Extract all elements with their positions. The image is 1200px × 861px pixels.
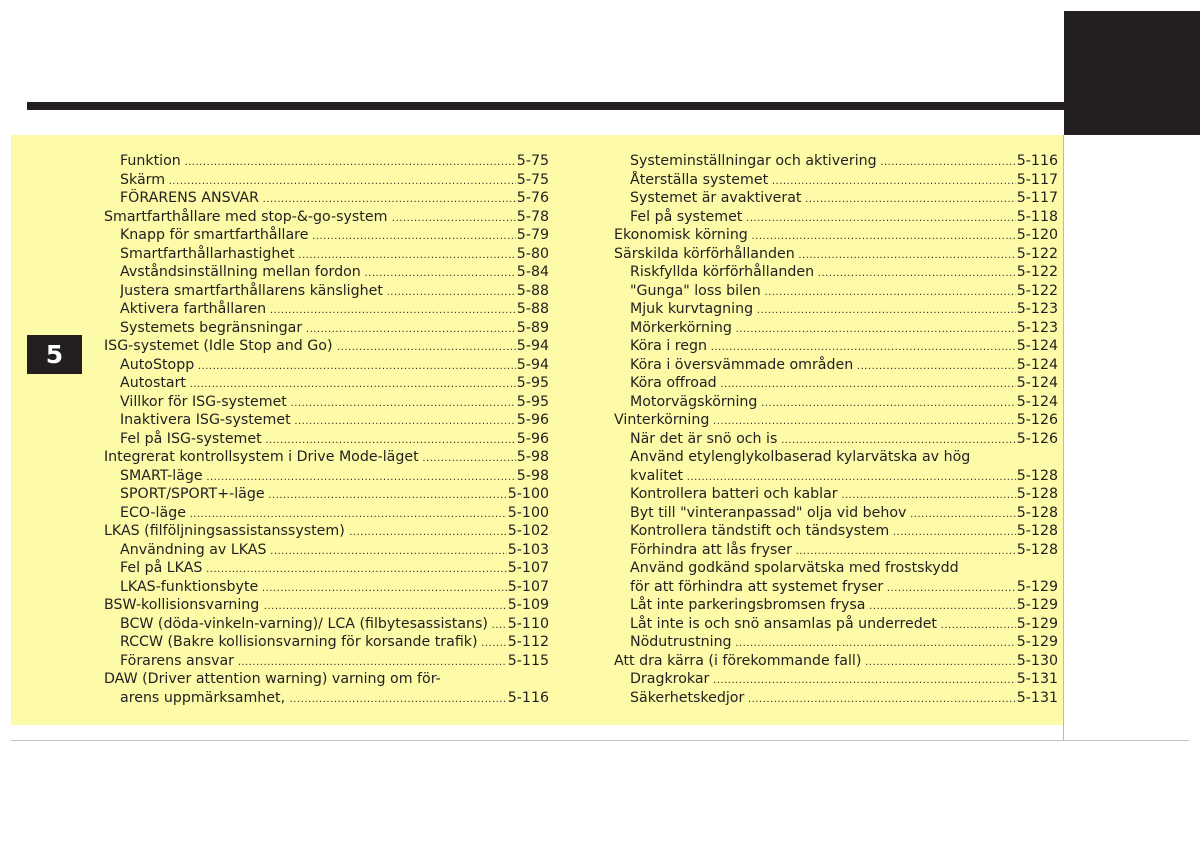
index-entry bbox=[120, 559, 549, 578]
index-entry bbox=[630, 300, 1058, 319]
index-entry bbox=[104, 448, 549, 467]
entry-page-number: 5-100 bbox=[507, 504, 549, 521]
index-entry bbox=[120, 245, 549, 264]
index-entry bbox=[120, 263, 549, 282]
entry-title: kvalitet ..... bbox=[630, 467, 1058, 488]
index-entry bbox=[630, 689, 1058, 708]
entry-title: Vinterkörning ..... bbox=[614, 411, 1058, 432]
index-entry bbox=[104, 208, 549, 227]
entry-title: Aktivera farthållaren ..... bbox=[120, 300, 549, 321]
entry-page-number: 5-96 bbox=[516, 412, 549, 428]
index-entry bbox=[630, 152, 1058, 171]
index-entry bbox=[630, 633, 1058, 652]
entry-title: BSW-kollisionsvarning ..... bbox=[104, 596, 549, 617]
entry-title: Systemet är avaktiverat ..... bbox=[630, 189, 1058, 210]
entry-title: Att dra kärra (i förekommande fall) ..... bbox=[614, 652, 1058, 673]
index-entry bbox=[120, 411, 549, 430]
entry-title: Systemets begränsningar ..... bbox=[120, 319, 549, 340]
entry-page-number: 5-75 bbox=[516, 171, 549, 188]
entry-title: LKAS-funktionsbyte ..... bbox=[120, 578, 549, 599]
entry-page-number: 5-128 bbox=[1016, 467, 1058, 484]
entry-page-number: 5-78 bbox=[516, 208, 549, 225]
entry-title: Ekonomisk körning ..... bbox=[614, 226, 1058, 247]
entry-page-number: 5-84 bbox=[516, 264, 549, 280]
entry-title: Villkor för ISG-systemet ..... bbox=[120, 393, 549, 414]
index-entry bbox=[120, 689, 549, 708]
entry-page-number: 5-76 bbox=[516, 190, 549, 206]
index-entry bbox=[630, 541, 1058, 560]
entry-page-number: 5-129 bbox=[1016, 597, 1058, 613]
entry-title: Systeminställningar och aktivering ..... bbox=[630, 152, 1058, 173]
entry-title: Kontrollera tändstift och tändsystem ..... bbox=[630, 522, 1058, 543]
index-entry bbox=[630, 448, 1058, 467]
index-entry bbox=[630, 596, 1058, 615]
index-column-right bbox=[614, 152, 1058, 707]
entry-title: Förarens ansvar ..... bbox=[120, 652, 549, 673]
index-entry bbox=[120, 282, 549, 301]
entry-title: Justera smartfarthållarens känslighet ..... bbox=[120, 282, 549, 303]
entry-page-number: 5-116 bbox=[1016, 153, 1058, 169]
entry-title: Inaktivera ISG-systemet ..... bbox=[120, 411, 549, 432]
entry-page-number: 5-96 bbox=[516, 430, 549, 447]
entry-page-number: 5-128 bbox=[1016, 523, 1058, 539]
index-entry bbox=[630, 670, 1058, 689]
entry-title: SMART-läge ..... bbox=[120, 467, 549, 488]
entry-title: Smartfarthållarhastighet ..... bbox=[120, 245, 549, 266]
entry-page-number: 5-103 bbox=[507, 541, 549, 558]
entry-title: Knapp för smartfarthållare ..... bbox=[120, 226, 549, 247]
entry-title: Riskfyllda körförhållanden ..... bbox=[630, 263, 1058, 284]
entry-page-number: 5-80 bbox=[516, 245, 549, 262]
entry-page-number: 5-98 bbox=[516, 467, 549, 484]
entry-title: Användning av LKAS ..... bbox=[120, 541, 549, 562]
entry-page-number: 5-115 bbox=[507, 652, 549, 669]
index-entry bbox=[614, 411, 1058, 430]
entry-title: arens uppmärksamhet, ..... bbox=[120, 689, 549, 710]
entry-page-number: 5-102 bbox=[507, 523, 549, 539]
index-entry bbox=[104, 337, 549, 356]
index-entry bbox=[104, 522, 549, 541]
entry-page-number: 5-110 bbox=[507, 615, 549, 632]
entry-title: SPORT/SPORT+-läge ..... bbox=[120, 485, 549, 506]
header-rule bbox=[27, 102, 1064, 110]
entry-title: Autostart ..... bbox=[120, 374, 549, 395]
entry-title: Låt inte is och snö ansamlas på underredet ..... bbox=[630, 615, 1058, 636]
index-entry bbox=[614, 245, 1058, 264]
entry-page-number: 5-131 bbox=[1016, 689, 1058, 706]
entry-page-number: 5-107 bbox=[507, 560, 549, 576]
index-entry bbox=[120, 541, 549, 560]
entry-page-number: 5-109 bbox=[507, 597, 549, 613]
entry-page-number: 5-112 bbox=[507, 634, 549, 650]
entry-page-number: 5-117 bbox=[1016, 171, 1058, 188]
index-entry bbox=[120, 393, 549, 412]
entry-page-number: 5-124 bbox=[1016, 356, 1058, 373]
entry-title: Mjuk kurvtagning ..... bbox=[630, 300, 1058, 321]
index-entry bbox=[630, 559, 1058, 578]
index-entry bbox=[630, 578, 1058, 597]
entry-title: Kontrollera batteri och kablar ..... bbox=[630, 485, 1058, 506]
entry-title: Smartfarthållare med stop-&-go-system ..... bbox=[104, 208, 549, 229]
entry-page-number: 5-120 bbox=[1016, 227, 1058, 243]
entry-title: Fel på ISG-systemet ..... bbox=[120, 430, 549, 451]
entry-title: FÖRARENS ANSVAR ..... bbox=[120, 189, 549, 210]
entry-page-number: 5-124 bbox=[1016, 338, 1058, 354]
entry-title: Funktion ..... bbox=[120, 152, 549, 173]
entry-page-number: 5-122 bbox=[1016, 245, 1058, 262]
entry-page-number: 5-98 bbox=[516, 449, 549, 465]
entry-title: Återställa systemet ..... bbox=[630, 171, 1058, 192]
entry-page-number: 5-75 bbox=[516, 153, 549, 169]
index-entry bbox=[630, 263, 1058, 282]
entry-page-number: 5-130 bbox=[1016, 652, 1058, 669]
index-entry bbox=[614, 226, 1058, 245]
index-entry bbox=[630, 522, 1058, 541]
index-entry bbox=[120, 300, 549, 319]
entry-page-number: 5-122 bbox=[1016, 264, 1058, 280]
index-entry bbox=[630, 319, 1058, 338]
entry-page-number: 5-95 bbox=[516, 375, 549, 391]
index-entry bbox=[630, 171, 1058, 190]
entry-title: ECO-läge ..... bbox=[120, 504, 549, 525]
index-entry bbox=[630, 504, 1058, 523]
index-entry bbox=[120, 633, 549, 652]
entry-title: Säkerhetskedjor ..... bbox=[630, 689, 1058, 710]
index-entry bbox=[120, 504, 549, 523]
entry-page-number: 5-107 bbox=[507, 578, 549, 595]
entry-title: Köra offroad ..... bbox=[630, 374, 1058, 395]
entry-page-number: 5-126 bbox=[1016, 430, 1058, 447]
entry-page-number: 5-88 bbox=[516, 282, 549, 299]
entry-page-number: 5-129 bbox=[1016, 634, 1058, 650]
entry-title: Skärm ..... bbox=[120, 171, 549, 192]
entry-page-number: 5-131 bbox=[1016, 671, 1058, 687]
corner-block bbox=[1064, 11, 1200, 135]
index-entry bbox=[120, 615, 549, 634]
index-entry bbox=[630, 393, 1058, 412]
index-entry bbox=[120, 485, 549, 504]
entry-page-number: 5-128 bbox=[1016, 486, 1058, 502]
entry-page-number: 5-95 bbox=[516, 393, 549, 410]
entry-page-number: 5-128 bbox=[1016, 504, 1058, 521]
index-entry bbox=[630, 189, 1058, 208]
entry-page-number: 5-117 bbox=[1016, 190, 1058, 206]
entry-title: Nödutrustning ..... bbox=[630, 633, 1058, 654]
index-entry bbox=[630, 282, 1058, 301]
entry-title: Byt till "vinteranpassad" olja vid behov ..... bbox=[630, 504, 1058, 525]
index-entry bbox=[614, 652, 1058, 671]
index-entry bbox=[630, 356, 1058, 375]
entry-page-number: 5-129 bbox=[1016, 578, 1058, 595]
entry-page-number: 5-126 bbox=[1016, 412, 1058, 428]
entry-title: BCW (döda-vinkeln-varning)/ LCA (filbytesassistans) ..... bbox=[120, 615, 549, 636]
entry-title: Integrerat kontrollsystem i Drive Mode-läget ..... bbox=[104, 448, 549, 469]
entry-page-number: 5-89 bbox=[516, 319, 549, 336]
entry-title: Köra i regn ..... bbox=[630, 337, 1058, 358]
index-entry bbox=[104, 596, 549, 615]
index-entry bbox=[120, 319, 549, 338]
entry-title: När det är snö och is ..... bbox=[630, 430, 1058, 451]
entry-title: för att förhindra att systemet fryser ..... bbox=[630, 578, 1058, 599]
entry-page-number: 5-88 bbox=[516, 301, 549, 317]
entry-page-number: 5-94 bbox=[516, 356, 549, 373]
index-entry bbox=[630, 337, 1058, 356]
index-column-left bbox=[104, 152, 549, 707]
column-divider bbox=[1063, 135, 1064, 741]
entry-page-number: 5-123 bbox=[1016, 301, 1058, 317]
index-entry bbox=[630, 208, 1058, 227]
index-entry bbox=[630, 615, 1058, 634]
entry-title: Låt inte parkeringsbromsen frysa ..... bbox=[630, 596, 1058, 617]
entry-title: "Gunga" loss bilen ..... bbox=[630, 282, 1058, 303]
entry-title: Mörkerkörning ..... bbox=[630, 319, 1058, 340]
index-entry bbox=[120, 356, 549, 375]
index-entry bbox=[120, 152, 549, 171]
index-entry bbox=[630, 374, 1058, 393]
entry-page-number: 5-122 bbox=[1016, 282, 1058, 299]
index-entry bbox=[120, 171, 549, 190]
entry-page-number: 5-79 bbox=[516, 227, 549, 243]
index-entry bbox=[630, 467, 1058, 486]
entry-title: ISG-systemet (Idle Stop and Go) ..... bbox=[104, 337, 549, 358]
entry-page-number: 5-124 bbox=[1016, 375, 1058, 391]
entry-page-number: 5-100 bbox=[507, 486, 549, 502]
entry-page-number: 5-129 bbox=[1016, 615, 1058, 632]
index-entry bbox=[120, 374, 549, 393]
chapter-tab: 5 bbox=[27, 335, 82, 374]
entry-title: Förhindra att lås fryser ..... bbox=[630, 541, 1058, 562]
entry-title: Fel på LKAS ..... bbox=[120, 559, 549, 580]
entry-title: Använd godkänd spolarvätska med frostskydd bbox=[630, 560, 959, 576]
entry-title: RCCW (Bakre kollisionsvarning för korsande trafik) ..... bbox=[120, 633, 549, 654]
entry-page-number: 5-94 bbox=[516, 338, 549, 354]
index-entry bbox=[120, 430, 549, 449]
entry-title: LKAS (filföljningsassistanssystem) ..... bbox=[104, 522, 549, 543]
entry-title: AutoStopp ..... bbox=[120, 356, 549, 377]
entry-title: Köra i översvämmade områden ..... bbox=[630, 356, 1058, 377]
entry-title: Särskilda körförhållanden ..... bbox=[614, 245, 1058, 266]
entry-title: Avståndsinställning mellan fordon ..... bbox=[120, 263, 549, 284]
entry-page-number: 5-118 bbox=[1016, 208, 1058, 225]
entry-title: Fel på systemet ..... bbox=[630, 208, 1058, 229]
index-entry bbox=[104, 670, 549, 689]
index-entry bbox=[120, 226, 549, 245]
entry-page-number: 5-123 bbox=[1016, 319, 1058, 336]
entry-page-number: 5-124 bbox=[1016, 393, 1058, 410]
entry-title: DAW (Driver attention warning) varning om för- bbox=[104, 671, 441, 687]
index-entry bbox=[120, 189, 549, 208]
index-entry bbox=[120, 578, 549, 597]
index-entry bbox=[630, 485, 1058, 504]
entry-page-number: 5-116 bbox=[507, 689, 549, 706]
footer-rule bbox=[11, 740, 1189, 741]
entry-title: Motorvägskörning ..... bbox=[630, 393, 1058, 414]
index-entry bbox=[630, 430, 1058, 449]
entry-page-number: 5-128 bbox=[1016, 541, 1058, 558]
index-entry bbox=[120, 467, 549, 486]
index-entry bbox=[120, 652, 549, 671]
entry-title: Använd etylenglykolbaserad kylarvätska av hög bbox=[630, 449, 971, 465]
entry-title: Dragkrokar ..... bbox=[630, 670, 1058, 691]
